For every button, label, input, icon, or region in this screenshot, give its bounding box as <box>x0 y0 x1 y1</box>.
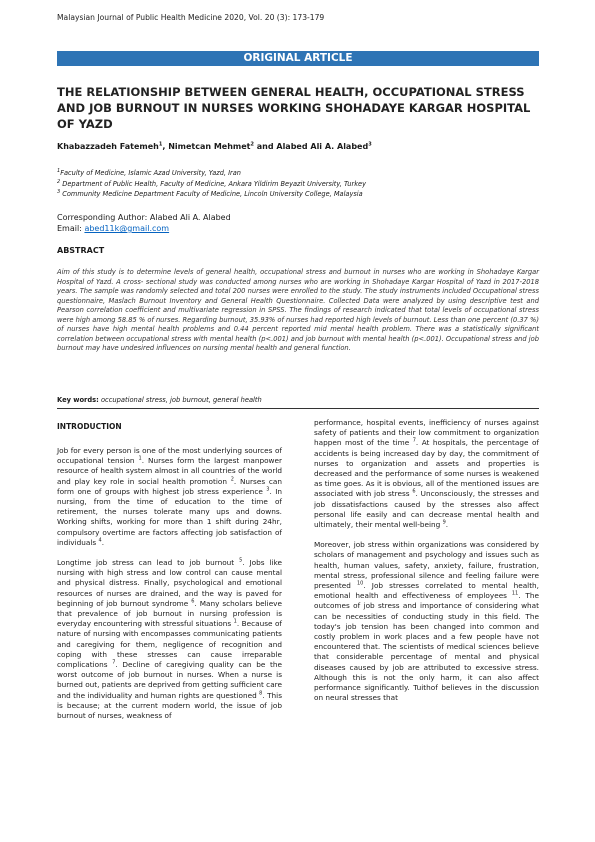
citation-ref: 11 <box>511 590 519 597</box>
email-line <box>57 223 231 234</box>
text-run: . Unconsciously, the stresses and job dissatisfactions caused by the stresses also affect personal life easily and can decrease mental health and ultimately, their mental well-being <box>314 489 540 530</box>
keywords-value: occupational stress, job burnout, general health <box>98 396 262 404</box>
citation-ref: 7 <box>112 659 116 666</box>
body-column-left <box>57 446 282 731</box>
text-run: . Nurses form the largest manpower resource of health system almost in all countries of the world and play key role in social health promotion <box>57 456 282 486</box>
text-run: performance, hospital events, inefficiency of nurses against safety of patients and their low commitment to organization happen most of the time <box>314 418 539 448</box>
author-name: Alabed Ali A. Alabed <box>276 142 369 151</box>
author-name: Khabazzadeh Fatemeh <box>57 142 159 151</box>
citation-ref: 2 <box>230 476 234 483</box>
affiliations <box>57 168 366 200</box>
section-banner: ORIGINAL ARTICLE <box>57 51 539 66</box>
text-run: . Because of nature of nursing with encompasses communicating patients and caregiving for them, negligence of recognition and coping with these stresses can cause irreparable complications <box>57 619 282 670</box>
author-sup: 3 <box>368 141 372 148</box>
citation-ref: 5 <box>239 557 243 564</box>
author-list <box>57 142 372 151</box>
email-link[interactable]: abed11k@gmail.com <box>84 224 170 233</box>
text-run: . At hospitals, the percentage of accidents is being increased day by day, the commitment of nurses to organization and assets and properties is decreased and the performance of some nurses is weakened as time goes. As it is obvious, all of the mentioned issues are associated with job stress <box>314 438 539 499</box>
abstract-text: Aim of this study is to determine levels of general health, occupational stress and burnout in nurses who are working in Shohadaye Kargar Hospital of Yazd. A cross- sectional study was conducted among nurses who are working in Shohadaye Kargar Hospital of Yazd in 2017-2018 years. The sample was randomly selected and total 200 nurses were enrolled to the study. The study instruments included Occupational stress questionnaire, Maslach Burnout Inventory and General Health Questionnaire. Collected Data were analyzed by using descriptive test and Pearson correlation coefficient and multivariate regression in SPSS. The findings of research indicated that total levels of occupational stress were high among 58.85 % of nurses. Regarding burnout, 35.93% of nurses had reported high levels of burnout. Less than one percent (0.37 %) of nurses have high mental health problems and 0.44 percent reported mid mental health problem. There was a statistically significant correlation between occupational stress with mental health (p<.001) and job burnout with mental health (p<.001). Occupational stress and job burnout may have undesired influences on nursing mental health and general function. <box>57 268 539 352</box>
citation-ref: 10 <box>356 580 364 587</box>
text-run: . <box>445 520 449 530</box>
paragraph <box>57 558 282 721</box>
email-label: Email: <box>57 224 85 233</box>
intro-heading: INTRODUCTION <box>57 422 122 431</box>
citation-ref: 1 <box>233 618 237 625</box>
text-run: . Many scholars believe that prevalence of job burnout in nursing profession is everyday encountering with stressful situations <box>57 598 282 629</box>
paragraph <box>314 418 539 530</box>
affiliation-text: Faculty of Medicine, Islamic Azad University, Yazd, Iran <box>60 169 241 177</box>
paragraph <box>314 540 539 703</box>
corresponding-author <box>57 212 231 234</box>
text-run: Moreover, job stress within organizations was considered by scholars of management and psychology and issues such as health, human values, safety, anxiety, failure, frustration, mental stress, professional silence and feeling failure were presented <box>314 540 539 591</box>
text-run: . Nurses can form one of groups with highest job stress experience <box>57 476 282 496</box>
text-run: Job for every person is one of the most underlying sources of occupational tension <box>57 446 282 466</box>
keywords <box>57 396 262 404</box>
text-run: . This is because; at the current modern world, the issue of job burnout of nurses, weakness of <box>57 690 282 721</box>
citation-ref: 7 <box>412 437 416 444</box>
body-column-right <box>314 418 539 713</box>
text-run: . Jobs like nursing with high stress and low control can cause mental and physical distress. Finally, psychological and emotional resources of nurses are drained, and the way is paved for beginning of job burnout syndrome <box>57 558 282 608</box>
citation-ref: 9 <box>442 519 446 526</box>
text-run: . <box>101 537 105 547</box>
affiliation-sup: 2 <box>57 178 61 185</box>
affiliation-item <box>57 168 366 179</box>
paragraph <box>57 446 282 548</box>
text-run: . Job stresses correlated to mental health, emotional health and effectiveness of employees <box>314 581 539 601</box>
text-run: . In nursing, from the time of education to the time of retirement, the nurses tolerate many ups and downs. Working shifts, working for more than 1 shift during 24hr, compulsory overtime are factors affecting job satisfaction of individuals <box>57 486 282 547</box>
author-sup: 2 <box>250 141 254 148</box>
affiliation-sup: 1 <box>57 167 61 174</box>
author-separator: and <box>253 142 277 151</box>
citation-ref: 4 <box>98 537 102 544</box>
divider <box>57 408 539 409</box>
affiliation-item <box>57 179 366 190</box>
citation-ref: 6 <box>191 598 195 605</box>
citation-ref: 8 <box>259 690 263 697</box>
article-title: THE RELATIONSHIP BETWEEN GENERAL HEALTH, OCCUPATIONAL STRESS AND JOB BURNOUT IN NURSES WORKING SHOHADAYE KARGAR HOSPITAL OF YAZD <box>57 85 531 131</box>
citation-ref: 6 <box>412 489 416 495</box>
author-name: Nimetcan Mehmet <box>168 142 251 151</box>
text-run: . The outcomes of job stress and importance of considering what can be necessities of conducting study in this field. The today's job tension has been changed into common and costly problem in work places and a few people have not encountered that. The scientists of medical sciences believe that considerable percentage of mental and physical diseases caused by job are attributed to excessive stress. Although this is not the only harm, it can also affect performance significantly. Tuithof believes in the discussion on neural stresses that <box>314 591 539 703</box>
author-separator: , <box>162 142 169 151</box>
corresponding-label: Corresponding Author: Alabed Ali A. Alabed <box>57 213 231 222</box>
affiliation-item <box>57 189 366 200</box>
affiliation-sup: 3 <box>57 188 61 195</box>
citation-ref: 1 <box>138 455 142 462</box>
text-run: Longtime job stress can lead to job burnout <box>57 558 240 568</box>
text-run: . Decline of caregiving quality can be the worst outcome of job burnout in nurses. When a nurse is burned out, patients are deprived from getting sufficient care and the individuality and human rights are questioned <box>57 660 282 700</box>
citation-ref: 3 <box>266 486 270 493</box>
affiliation-text: Community Medicine Department Faculty of Medicine, Lincoln University College, Malaysia <box>60 190 363 198</box>
affiliation-text: Department of Public Health, Faculty of Medicine, Ankara Yildirim Beyazit University, Turkey <box>60 179 366 188</box>
author-sup: 1 <box>158 141 163 148</box>
journal-header: Malaysian Journal of Public Health Medicine 2020, Vol. 20 (3): 173-179 <box>57 13 325 22</box>
keywords-label: Key words: <box>57 396 99 404</box>
abstract-heading: ABSTRACT <box>57 246 105 255</box>
